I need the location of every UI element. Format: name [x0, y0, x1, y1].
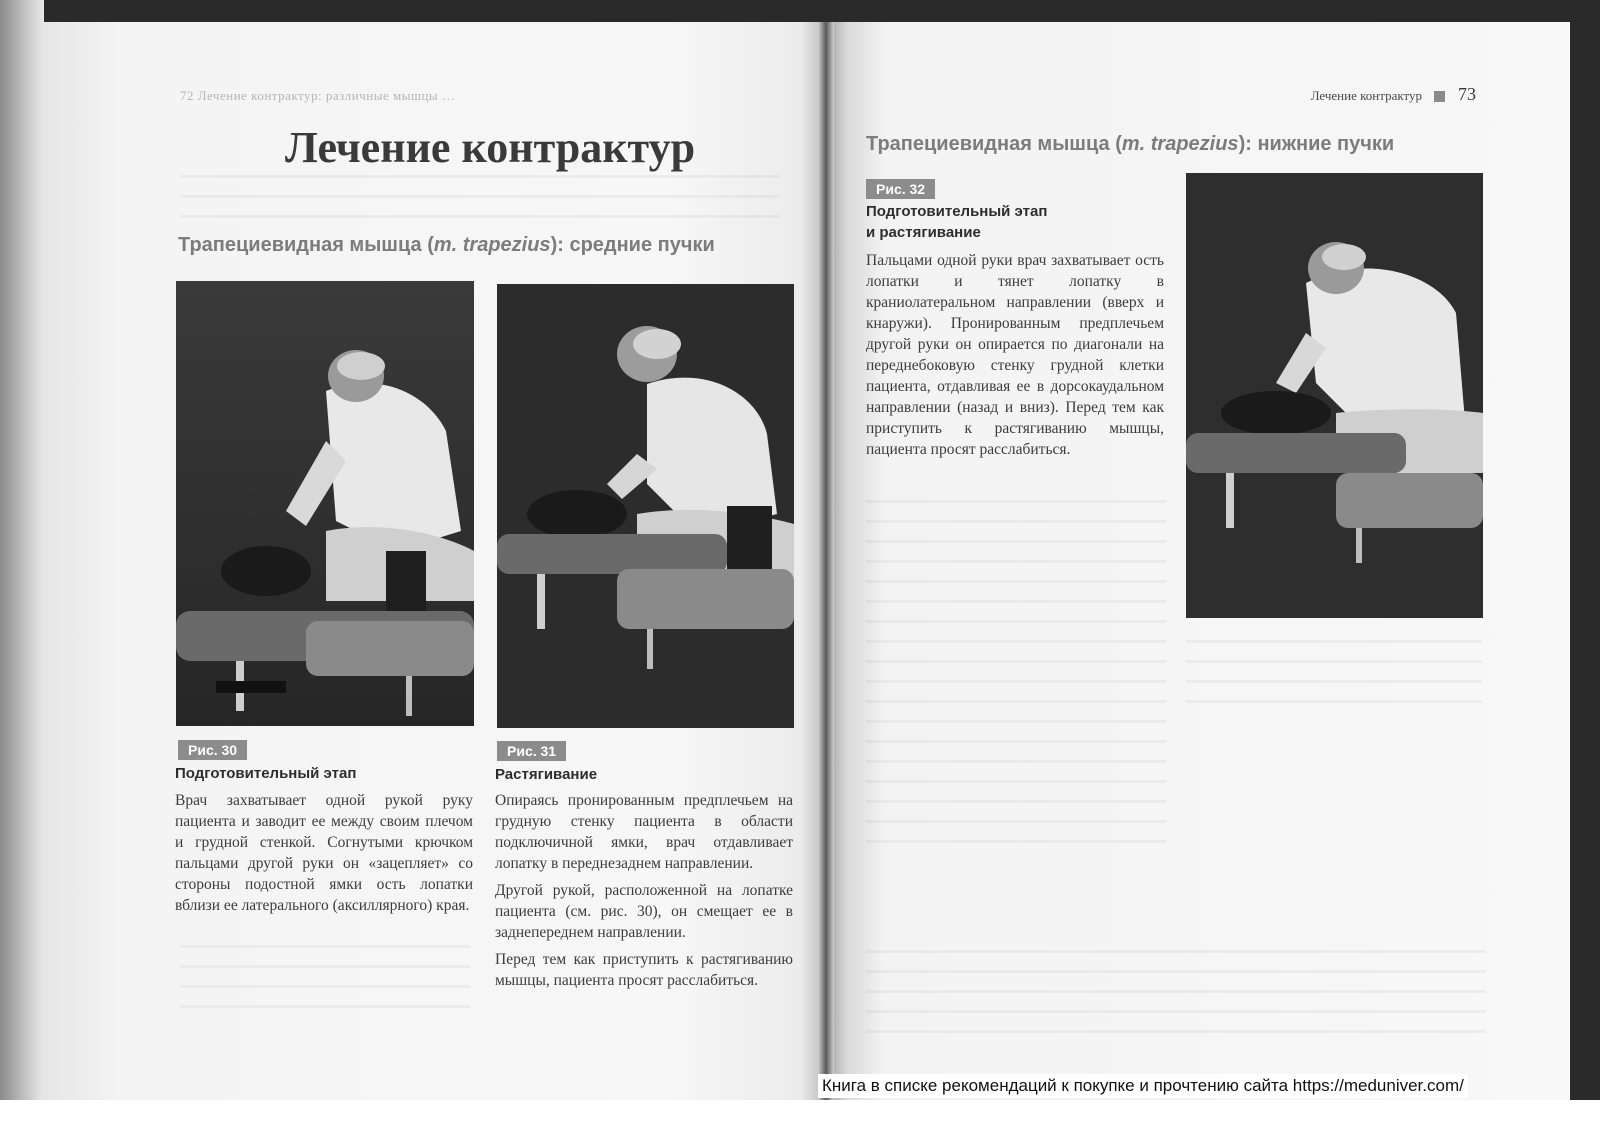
bottom-strip — [0, 1100, 1600, 1132]
figure-30-text — [175, 790, 473, 922]
section-title-prefix: Трапециевидная мышца ( — [178, 234, 434, 256]
scanner-frame-left — [0, 0, 44, 1100]
left-page-faint-header: 72 Лечение контрактур: различные мышцы … — [180, 88, 456, 103]
section-title-suffix: ): средние пучки — [550, 234, 715, 256]
scanner-frame-right — [1570, 0, 1600, 1100]
running-head-square-icon — [1434, 91, 1445, 102]
chapter-title: Лечение контрактур — [284, 123, 696, 172]
watermark-banner: Книга в списке рекомендаций к покупке и прочтению сайта https://meduniver.com/ — [818, 1074, 1468, 1098]
section-title-latin: m. trapezius — [433, 234, 551, 256]
section-title-lower-fibers — [866, 133, 1394, 156]
bleed-through-text — [866, 950, 1486, 1050]
figure-31-paragraph-3: Перед тем как приступить к растягиванию мышцы, пациента просят расслабиться. — [495, 951, 793, 989]
bleed-through-text — [180, 945, 470, 1010]
scanner-frame-top — [0, 0, 1600, 22]
section-title-middle-fibers — [178, 234, 715, 257]
figure-32-photo — [1186, 173, 1483, 618]
section-title-latin: m. trapezius — [1121, 133, 1239, 155]
section-title-suffix: ): нижние пучки — [1238, 133, 1395, 155]
book-gutter — [818, 22, 834, 1100]
figure-32-paragraph: Пальцами одной руки врач захватывает ость лопатки и тянет лопатку в краниолатеральном направлении (вверх и кнаружи). Пронированным предплечьем другой руки он опирается по диагонали на переднебоковую стенку грудной клетки пациента, отдавливая ее в дорсокаудальном направлении (назад и вниз). Перед тем как приступить к растягиванию мышцы, пациента просят расслабиться. — [866, 252, 1164, 458]
figure-32-text — [866, 250, 1164, 466]
figure-31-photo — [497, 284, 794, 728]
bleed-through-text — [866, 500, 1166, 850]
figure-31-paragraph-2: Другой рукой, расположенной на лопатке пациента (см. рис. 30), он смещает ее в заднепереднем направлении. — [495, 882, 793, 941]
figure-31-text — [495, 790, 793, 997]
figure-31-badge: Рис. 31 — [497, 741, 566, 761]
page-number: 73 — [1458, 84, 1476, 104]
figure-32-heading-line1: Подготовительный этап — [866, 203, 1048, 220]
figure-30-heading: Подготовительный этап — [175, 765, 357, 782]
bleed-through-text — [180, 175, 780, 225]
figure-32-heading-line2: и растягивание — [866, 224, 981, 241]
figure-31-heading: Растягивание — [495, 766, 598, 783]
running-head: Лечение контрактур — [1310, 88, 1422, 103]
figure-30-photo — [176, 281, 474, 726]
figure-32-badge: Рис. 32 — [866, 179, 935, 199]
bleed-through-text — [1186, 640, 1482, 720]
section-title-prefix: Трапециевидная мышца ( — [866, 133, 1122, 155]
figure-30-paragraph: Врач захватывает одной рукой руку пациента и заводит ее между своим плечом и грудной стенкой. Согнутыми крючком пальцами другой руки он «зацепляет» со стороны подостной ямки ость лопатки вблизи ее латерального (аксиллярного) края. — [175, 792, 473, 914]
figure-31-paragraph-1: Опираясь пронированным предплечьем на грудную стенку пациента в области подключичной ямки, врач отдавливает лопатку в переднезаднем направлении. — [495, 792, 793, 872]
figure-30-badge: Рис. 30 — [178, 740, 247, 760]
